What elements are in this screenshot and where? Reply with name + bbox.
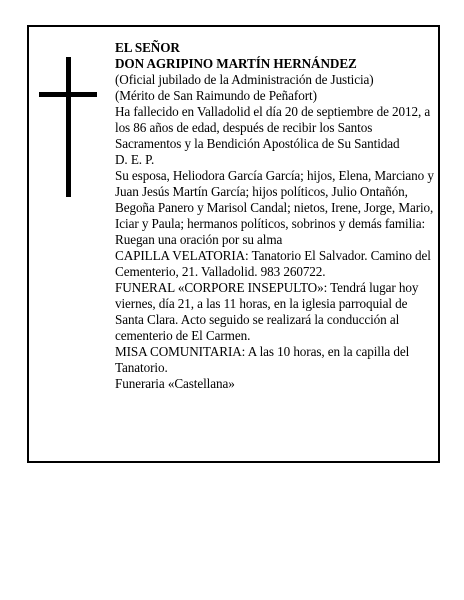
- deceased-merit: (Mérito de San Raimundo de Peñafort): [115, 88, 317, 103]
- cross-icon: [39, 57, 97, 197]
- prayer-request: Ruegan una oración por su alma: [115, 232, 283, 247]
- rest-in-peace: D. E. P.: [115, 152, 155, 167]
- notice-title: EL SEÑOR: [115, 40, 180, 55]
- notice-text: [115, 40, 439, 392]
- deceased-name: DON AGRIPINO MARTÍN HERNÁNDEZ: [115, 56, 357, 71]
- funeral-home: Funeraria «Castellana»: [115, 376, 235, 391]
- death-announcement: Ha fallecido en Valladolid el día 20 de septiembre de 2012, a los 86 años de edad, después de recibir los Santos Sacramentos y la Bendición Apostólica de Su Santidad: [115, 104, 431, 151]
- mass-info: MISA COMUNITARIA: A las 10 horas, en la capilla del Tanatorio.: [115, 344, 410, 375]
- chapel-info: CAPILLA VELATORIA: Tanatorio El Salvador. Camino del Cementerio, 21. Valladolid. 983 260722.: [115, 248, 431, 279]
- funeral-info: FUNERAL «CORPORE INSEPULTO»: Tendrá lugar hoy viernes, día 21, a las 11 horas, en la iglesia parroquial de Santa Clara. Acto seguido se realizará la conducción al cementerio de El Carmen.: [115, 280, 419, 343]
- cross-horizontal-bar: [39, 92, 97, 97]
- family-list: Su esposa, Heliodora García García; hijos, Elena, Marciano y Juan Jesús Martín García; hijos políticos, Julio Ontañón, Begoña Panero y Marisol Candal; nietos, Irene, Jorge, Mario, Iciar y Paula; hermanos políticos, sobrinos y demás familia:: [115, 168, 434, 231]
- obituary-notice: [27, 25, 440, 463]
- cross-vertical-bar: [66, 57, 71, 197]
- deceased-role: (Oficial jubilado de la Administración de Justicia): [115, 72, 374, 87]
